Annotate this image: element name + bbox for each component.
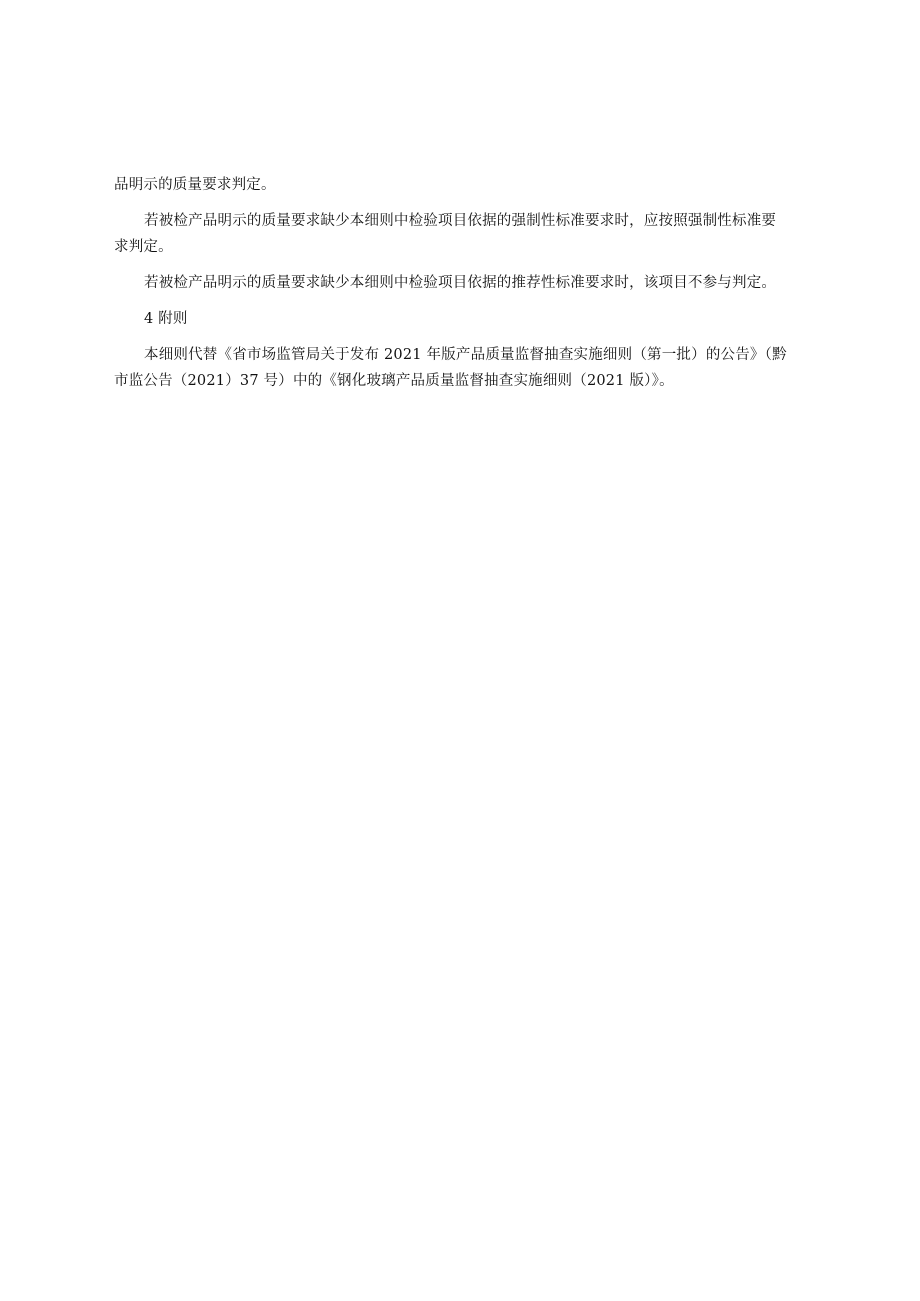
- paragraph-recommended-standard: [114, 270, 818, 296]
- paragraph-judgment-continuation: [114, 172, 818, 198]
- heading-text: 4 附则: [144, 311, 188, 327]
- section-heading-appendix: [114, 306, 818, 332]
- text-line: 本细则代替《省市场监管局关于发布 2021 年版产品质量监督抽查实施细则（第一批）的公告》（黔: [144, 347, 787, 363]
- paragraph-replacement-notice: [114, 342, 818, 394]
- text-line: 若被检产品明示的质量要求缺少本细则中检验项目依据的推荐性标准要求时，该项目不参与判定。: [144, 275, 777, 291]
- document-body: [114, 172, 818, 394]
- text-line: 市监公告（2021）37 号）中的《钢化玻璃产品质量监督抽查实施细则（2021 版）》。: [114, 373, 674, 389]
- paragraph-mandatory-standard: [114, 208, 818, 260]
- text-line: 求判定。: [114, 239, 173, 255]
- text-line: 品明示的质量要求判定。: [114, 177, 276, 193]
- text-line: 若被检产品明示的质量要求缺少本细则中检验项目依据的强制性标准要求时，应按照强制性标准要: [144, 213, 777, 229]
